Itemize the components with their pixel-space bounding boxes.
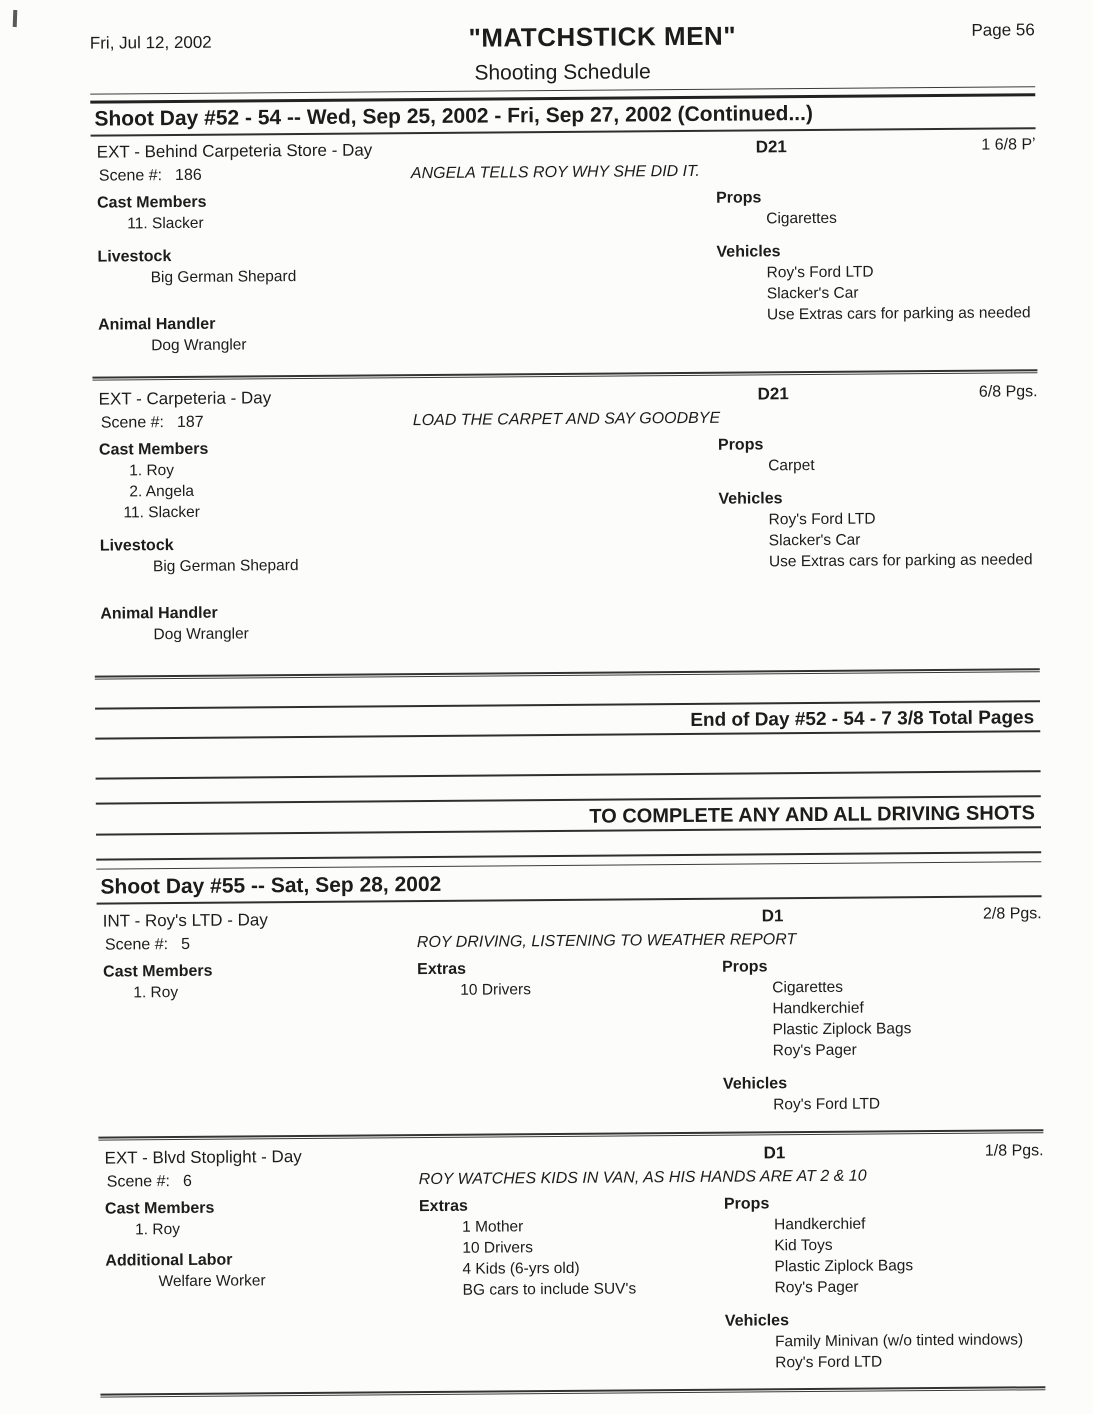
- document-title: "MATCHSTICK MEN": [468, 20, 737, 53]
- group-label: Additional Labor: [105, 1251, 233, 1270]
- scene-slugline: EXT - Carpeteria - Day: [98, 388, 272, 409]
- group-item: Roy's Ford LTD: [766, 263, 874, 282]
- scene-day-label: D1: [761, 906, 784, 926]
- props-group: [716, 185, 1036, 230]
- scene-page-count: 1/8 Pgs.: [984, 1142, 1044, 1160]
- group-label: Vehicles: [718, 490, 783, 508]
- group-item: 1. Roy: [129, 462, 175, 480]
- livestock-group: [97, 244, 411, 288]
- driving-shots-note: TO COMPLETE ANY AND ALL DRIVING SHOTS: [589, 802, 1035, 828]
- scene-block-187: [93, 381, 1040, 657]
- group-label: Cast Members: [104, 1199, 215, 1218]
- scene-slugline: EXT - Blvd Stoplight - Day: [104, 1147, 302, 1168]
- group-label: Animal Handler: [100, 604, 218, 623]
- scene-number: 6: [182, 1172, 192, 1190]
- page-header: [90, 18, 1035, 56]
- props-group: [722, 954, 1043, 1062]
- group-item: 4 Kids (6-yrs old): [462, 1259, 580, 1278]
- vehicles-group: [723, 1071, 1043, 1116]
- group-item: Handkerchief: [772, 999, 864, 1018]
- scene-left-column: [99, 1196, 420, 1305]
- end-of-day-note: End of Day #52 - 54 - 7 3/8 Total Pages: [690, 707, 1035, 731]
- scene-number: 187: [176, 413, 204, 431]
- group-label: Extras: [417, 960, 467, 979]
- scene-action: LOAD THE CARPET AND SAY GOODBYE: [412, 409, 721, 430]
- scene-right-column: [713, 432, 1039, 585]
- group-item: Kid Toys: [774, 1236, 833, 1255]
- scene-day-label: D21: [757, 384, 789, 404]
- cast-members-group: [97, 190, 411, 234]
- group-item: Plastic Ziplock Bags: [772, 1020, 912, 1039]
- group-label: Cast Members: [97, 193, 207, 212]
- group-item: Welfare Worker: [158, 1272, 266, 1291]
- group-item: Carpet: [768, 456, 815, 475]
- group-item: Use Extras cars for parking as needed: [766, 304, 1031, 324]
- cast-members-group: [103, 959, 417, 1003]
- vehicles-group: [725, 1308, 1045, 1374]
- group-label: Livestock: [99, 537, 174, 555]
- scene-right-column: [711, 185, 1037, 338]
- scene-number-line: [93, 410, 413, 435]
- group-item: Roy's Ford LTD: [768, 510, 876, 529]
- scene-right-column: [717, 954, 1043, 1128]
- group-item: Dog Wrangler: [151, 336, 247, 355]
- group-item: Slacker's Car: [768, 531, 861, 550]
- props-group: [724, 1191, 1045, 1299]
- scene-action: ROY DRIVING, LISTENING TO WEATHER REPORT: [416, 931, 797, 952]
- scene-number-label: Scene #:: [106, 1173, 170, 1191]
- scene-action: ANGELA TELLS ROY WHY SHE DID IT.: [410, 162, 700, 183]
- animal-handler-group: [98, 312, 412, 356]
- group-label: Props: [722, 958, 768, 976]
- scene-page-count: 1 6/8 Pʼ: [981, 136, 1036, 154]
- day-banner-55: Shoot Day #55 -- Sat, Sep 28, 2002: [96, 866, 1041, 904]
- group-label: Cast Members: [103, 962, 213, 981]
- scene-divider-rule: [95, 668, 1040, 679]
- vehicles-group: [716, 239, 1037, 326]
- extras-group: [419, 1194, 720, 1301]
- group-label: Props: [715, 189, 762, 207]
- scene-block-5: [97, 903, 1044, 1132]
- group-item: Big German Shepard: [150, 268, 297, 287]
- scene-middle-column: [419, 1194, 720, 1313]
- group-item: Roy's Ford LTD: [775, 1353, 883, 1372]
- scene-number-line: [91, 163, 411, 188]
- group-item: Cigarettes: [766, 209, 837, 228]
- group-item: Slacker's Car: [766, 284, 859, 303]
- scene-day-label: D1: [763, 1143, 786, 1163]
- group-item: Roy's Pager: [774, 1278, 859, 1297]
- scene-divider-rule: [92, 369, 1037, 380]
- group-label: Animal Handler: [97, 315, 216, 334]
- empty-row-rule: [96, 851, 1041, 860]
- cast-members-group: [105, 1196, 419, 1240]
- scene-left-column: [97, 959, 417, 1016]
- group-item: Use Extras cars for parking as needed: [768, 551, 1033, 571]
- scene-number: 5: [180, 935, 191, 953]
- scene-number-label: Scene #:: [98, 167, 163, 185]
- page-number: Page 56: [971, 20, 1035, 40]
- scene-number-label: Scene #:: [100, 414, 165, 432]
- group-label: Cast Members: [98, 440, 209, 459]
- group-item: 1. Roy: [135, 1221, 181, 1239]
- scene-number-line: [97, 932, 417, 957]
- scene-middle-column: [411, 188, 711, 190]
- extras-group: [417, 957, 717, 1001]
- animal-handler-group: [100, 601, 414, 645]
- group-item: 10 Drivers: [462, 1239, 534, 1257]
- page-content: [90, 0, 1046, 1398]
- document-subtitle: Shooting Schedule: [474, 60, 651, 85]
- group-item: 11. Slacker: [127, 214, 204, 233]
- empty-row-rule: [96, 770, 1041, 779]
- additional-labor-group: [105, 1248, 419, 1292]
- scene-number-label: Scene #:: [104, 936, 169, 954]
- scene-left-column: [91, 190, 412, 369]
- group-item: BG cars to include SUV's: [462, 1280, 637, 1299]
- group-item: Family Minivan (w/o tinted windows): [774, 1331, 1024, 1351]
- scene-middle-column: [413, 435, 713, 437]
- livestock-group: [100, 533, 414, 577]
- scene-page-count: 2/8 Pgs.: [982, 905, 1042, 923]
- group-item: 11. Slacker: [123, 503, 200, 522]
- scene-number-line: [99, 1169, 419, 1194]
- group-item: Cigarettes: [772, 978, 843, 997]
- props-group: [718, 432, 1038, 477]
- group-label: Vehicles: [722, 1075, 788, 1093]
- scene-slugline: INT - Roy's LTD - Day: [102, 910, 268, 931]
- scene-left-column: [93, 437, 415, 658]
- day-banner-52-54: Shoot Day #52 - 54 -- Wed, Sep 25, 2002 - Fri, Sep 27, 2002 (Continued...): [90, 98, 1035, 136]
- group-item: 2. Angela: [129, 482, 195, 501]
- group-label: Vehicles: [724, 1312, 789, 1330]
- group-label: Livestock: [97, 248, 172, 266]
- vehicles-group: [718, 486, 1039, 573]
- group-label: Props: [717, 436, 764, 454]
- group-item: Dog Wrangler: [153, 625, 249, 644]
- group-item: Roy's Ford LTD: [773, 1095, 881, 1114]
- group-item: 10 Drivers: [460, 981, 531, 999]
- scene-action: ROY WATCHES KIDS IN VAN, AS HIS HANDS ARE AT 2 & 10: [418, 1167, 867, 1189]
- group-item: Handkerchief: [774, 1215, 866, 1234]
- scene-right-column: [719, 1191, 1045, 1386]
- scene-number: 186: [174, 166, 202, 185]
- scene-page-count: 6/8 Pgs.: [978, 383, 1038, 401]
- scene-block-6: [99, 1140, 1046, 1390]
- scene-day-label: D21: [755, 137, 787, 157]
- scene-block-186: [91, 129, 1038, 368]
- header-date: Fri, Jul 12, 2002: [89, 32, 212, 53]
- cast-members-group: [99, 437, 414, 523]
- group-label: Extras: [418, 1197, 468, 1216]
- group-label: Vehicles: [716, 243, 781, 261]
- group-item: 1 Mother: [462, 1218, 524, 1236]
- group-item: 1. Roy: [133, 984, 179, 1002]
- scene-middle-column: [417, 957, 717, 1013]
- group-item: Plastic Ziplock Bags: [774, 1257, 914, 1276]
- group-label: Props: [723, 1195, 770, 1213]
- group-item: Roy's Pager: [772, 1041, 857, 1060]
- scene-slugline: EXT - Behind Carpeteria Store - Day: [96, 140, 373, 162]
- group-item: Big German Shepard: [152, 557, 299, 576]
